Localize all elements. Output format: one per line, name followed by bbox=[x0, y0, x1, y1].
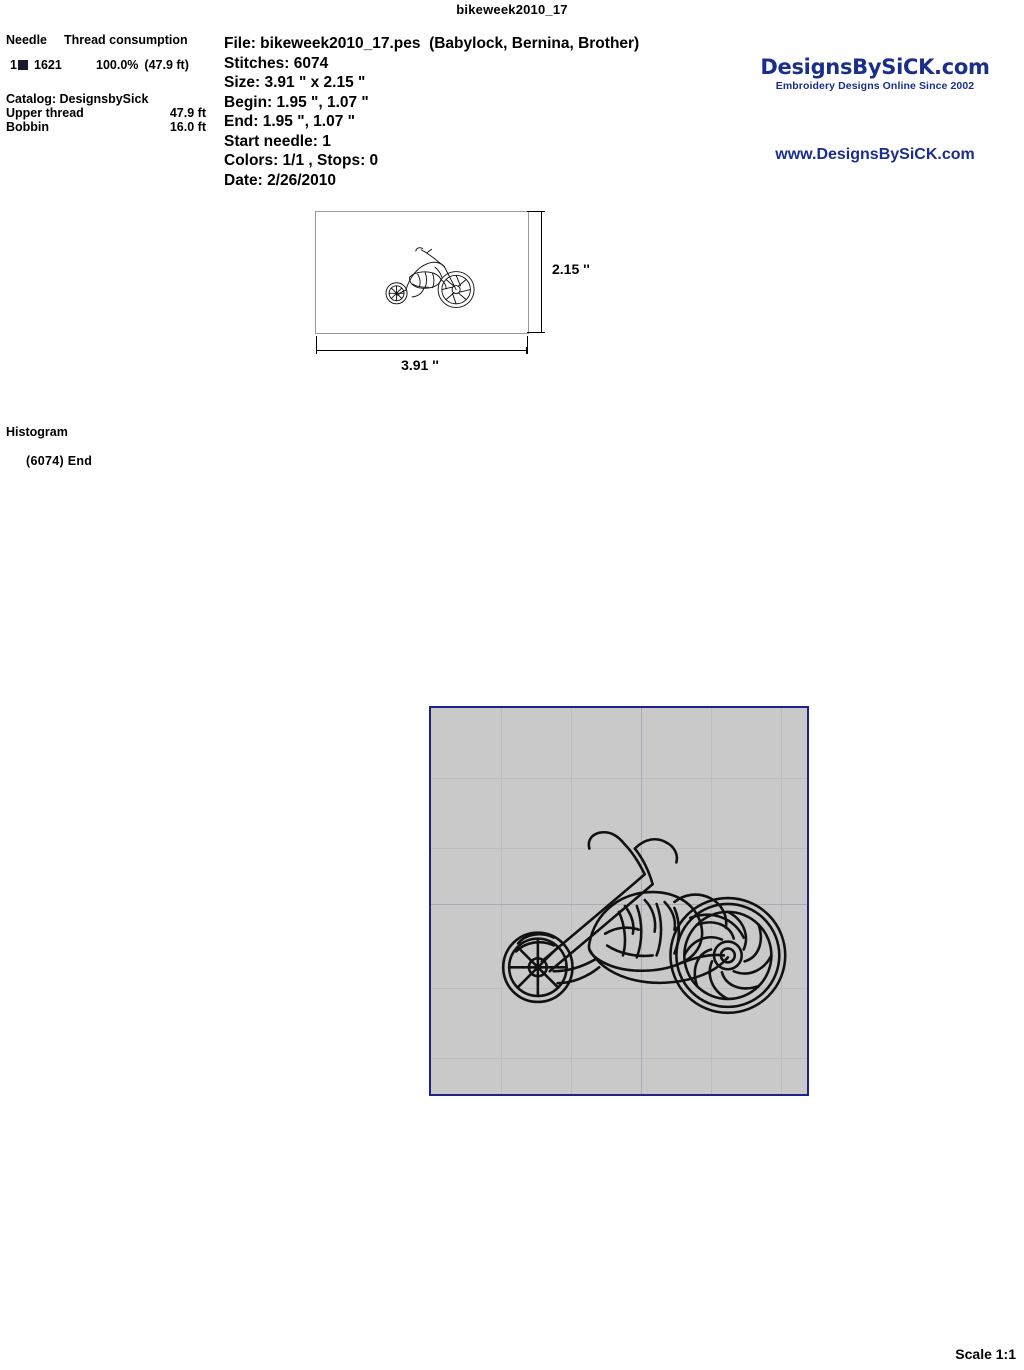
width-dimension-line bbox=[316, 350, 527, 351]
bobbin-label: Bobbin bbox=[6, 120, 50, 134]
size-line: Size: 3.91 " x 2.15 " bbox=[224, 74, 366, 91]
dim-tick-right bbox=[527, 336, 528, 354]
histogram-end-label: (6074) End bbox=[26, 454, 93, 468]
file-info-block bbox=[224, 34, 639, 190]
logo-text: DesignsBySiCK.com bbox=[760, 55, 990, 79]
catalog-summary bbox=[6, 92, 206, 134]
website-url: www.DesignsBySiCK.com bbox=[775, 146, 975, 163]
design-thumbnail bbox=[315, 211, 529, 334]
date-line: Date: 2/26/2010 bbox=[224, 171, 337, 189]
chopper-motorcycle-artwork bbox=[431, 708, 807, 1094]
upper-thread-row bbox=[6, 106, 206, 120]
upper-thread-value: 47.9 ft bbox=[169, 106, 206, 120]
needle-stitch-count: 1621 bbox=[34, 58, 62, 72]
design-preview-frame bbox=[429, 706, 809, 1096]
stitches-line: Stitches: 6074 bbox=[224, 54, 329, 72]
needle-table-header bbox=[6, 33, 221, 47]
begin-line: Begin: 1.95 ", 1.07 " bbox=[224, 93, 369, 111]
bobbin-row bbox=[6, 120, 206, 134]
thread-color-swatch bbox=[18, 60, 28, 70]
catalog-line: Catalog: DesignsbySick bbox=[6, 92, 149, 106]
needle-length: (47.9 ft) bbox=[144, 58, 189, 72]
histogram-title: Histogram bbox=[6, 425, 68, 439]
chopper-motorcycle-thumbnail-icon bbox=[316, 212, 528, 333]
table-row bbox=[6, 58, 221, 72]
height-dimension-line bbox=[541, 211, 542, 333]
needle-percent: 100.0% bbox=[96, 58, 139, 72]
needle-table bbox=[6, 33, 221, 72]
needle-number: 1 bbox=[10, 58, 17, 72]
height-dimension-label: 2.15 '' bbox=[552, 261, 590, 277]
logo-tagline: Embroidery Designs Online Since 2002 bbox=[775, 80, 975, 92]
colors-line: Colors: 1/1 , Stops: 0 bbox=[224, 152, 379, 169]
start-needle-line: Start needle: 1 bbox=[224, 132, 331, 150]
width-dimension-label: 3.91 '' bbox=[401, 357, 439, 373]
file-name-line: File: bikeweek2010_17.pes (Babylock, Bernina, Brother) bbox=[224, 35, 640, 52]
thread-consumption-column-header: Thread consumption bbox=[64, 33, 188, 47]
needle-column-header: Needle bbox=[6, 33, 47, 47]
company-logo bbox=[752, 55, 998, 92]
page-title: bikeweek2010_17 bbox=[456, 2, 568, 17]
end-line: End: 1.95 ", 1.07 " bbox=[224, 113, 356, 130]
upper-thread-label: Upper thread bbox=[6, 106, 84, 120]
bobbin-value: 16.0 ft bbox=[169, 120, 206, 134]
scale-label: Scale 1:1 bbox=[955, 1346, 1016, 1362]
